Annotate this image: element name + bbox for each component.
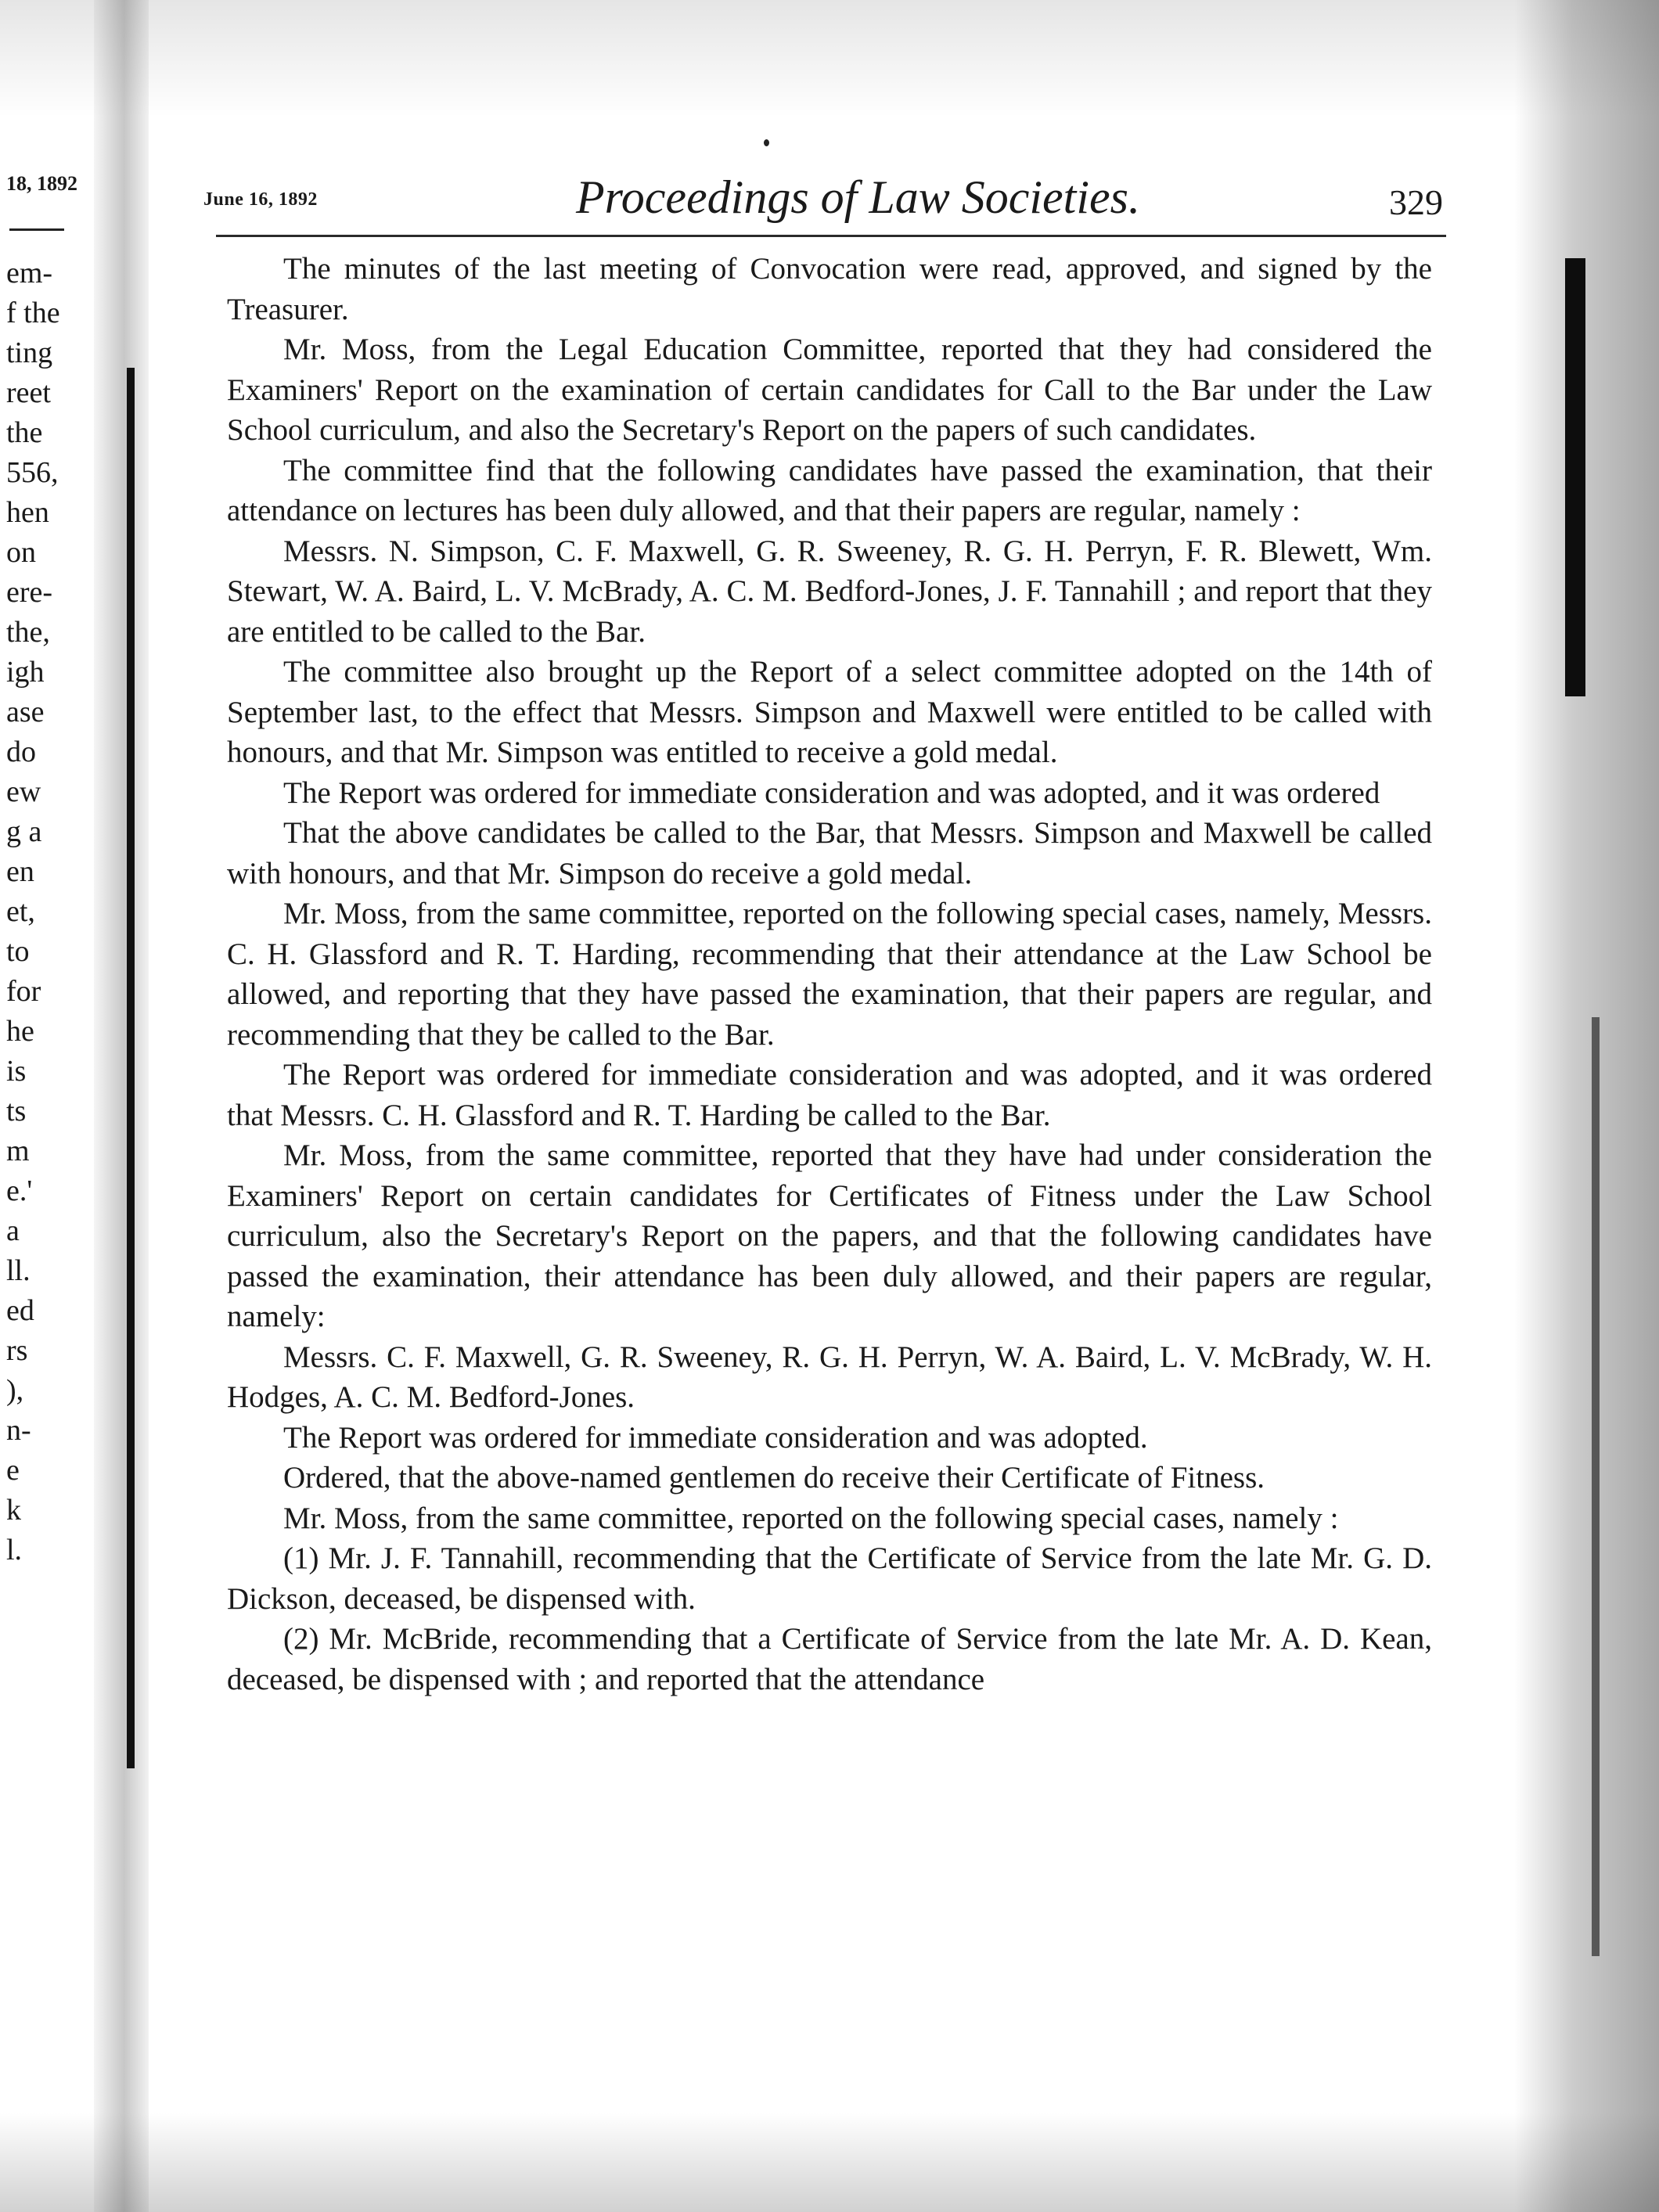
facing-page-line: on	[6, 536, 36, 569]
facing-page-line: a	[6, 1214, 20, 1247]
facing-page-line: ed	[6, 1294, 34, 1327]
paragraph: The committee find that the following candidates have passed the examination, that their attendance on lectures has been duly allowed, and that their papers are regular, namely :	[227, 453, 1432, 527]
running-header	[203, 171, 1448, 225]
facing-page-line: e	[6, 1454, 20, 1487]
facing-page-line: ere-	[6, 576, 53, 609]
header-rule	[216, 235, 1446, 237]
page-number: 329	[1389, 182, 1443, 222]
paragraph: Mr. Moss, from the same committee, reported on the following special cases, namely, Messrs. C. H. Glassford and R. T. Harding, recommending that their attendance at the Law School be allowed, and reporting that they have passed the examination, that their papers are regular, and recommending that they be called to the Bar.	[227, 897, 1432, 1052]
facing-page-line: em-	[6, 257, 53, 290]
paragraph: Messrs. C. F. Maxwell, G. R. Sweeney, R. G. H. Perryn, W. A. Baird, L. V. McBrady, W. H. Hodges, A. C. M. Bedford-Jones.	[227, 1340, 1432, 1414]
paragraph: Ordered, that the above-named gentlemen do receive their Certificate of Fitness.	[283, 1461, 1265, 1494]
paragraph: Mr. Moss, from the same committee, reported on the following special cases, namely :	[283, 1501, 1339, 1535]
binding-gutter	[94, 0, 149, 2212]
facing-page-line: he	[6, 1015, 34, 1048]
page-edge-dark-strip	[1565, 258, 1585, 696]
facing-page-line: m	[6, 1135, 30, 1167]
facing-page-line: to	[6, 935, 30, 968]
paragraph: The Report was ordered for immediate consideration and was adopted.	[283, 1420, 1148, 1455]
body-text	[227, 249, 1432, 1699]
paragraph: Messrs. N. Simpson, C. F. Maxwell, G. R. Sweeney, R. G. H. Perryn, F. R. Blewett, Wm. Stewart, W. A. Baird, L. V. McBrady, A. C. M. Bedford-Jones, J. F. Tannahill ; and report that they are entitled to be called to the Bar.	[227, 534, 1432, 649]
paragraph: That the above candidates be called to the Bar, that Messrs. Simpson and Maxwell be called with honours, and that Mr. Simpson do receive a gold medal.	[227, 816, 1432, 890]
paragraph: Mr. Moss, from the Legal Education Committee, reported that they had considered the Examiners' Report on the examination of certain candidates for Call to the Bar under the Law School curriculum, and also the Secretary's Report on the papers of such candidates.	[227, 333, 1432, 447]
facing-page-line: rs	[6, 1334, 28, 1367]
page-edge-dark-line	[1592, 1017, 1600, 1956]
facing-page-line: ting	[6, 336, 53, 369]
facing-page-line: hen	[6, 496, 49, 529]
header-ornament-dot	[764, 139, 769, 146]
facing-page-line: ts	[6, 1095, 27, 1128]
page-edge-shadow	[1514, 0, 1659, 2212]
paragraph: Mr. Moss, from the same committee, reported that they have had under consideration the Examiners' Report on certain candidates for Certificates of Fitness under the Law School curriculum, also the Secretary's Report on the papers, and that the following candidates have passed the examination, their attendance has been duly allowed, and their papers are regular, namely:	[227, 1138, 1432, 1333]
paragraph: The minutes of the last meeting of Convocation were read, approved, and signed by the Treasurer.	[227, 252, 1432, 326]
facing-page-line: 556,	[6, 456, 59, 489]
facing-page-line: ase	[6, 696, 45, 728]
facing-page-line: the,	[6, 616, 50, 649]
scan-shadow-bottom	[0, 2113, 1659, 2212]
facing-page-date: 18, 1892	[6, 172, 77, 195]
paragraph: The Report was ordered for immediate consideration and was adopted, and it was ordered	[283, 775, 1380, 810]
header-title: Proceedings of Law Societies.	[576, 171, 1140, 223]
facing-page-line: ),	[6, 1374, 24, 1407]
facing-page-line: en	[6, 855, 34, 888]
facing-page-rule	[9, 228, 64, 231]
facing-page-line: reet	[6, 376, 51, 409]
facing-page-line: is	[6, 1055, 27, 1088]
facing-page-line: l.	[6, 1534, 23, 1566]
paragraph: (1) Mr. J. F. Tannahill, recommending that the Certificate of Service from the late Mr. G. D. Dickson, deceased, be dispensed with.	[227, 1541, 1432, 1616]
binding-shadow-line	[127, 368, 135, 1768]
facing-page-line: for	[6, 975, 41, 1008]
paragraph: The Report was ordered for immediate consideration and was adopted, and it was ordered that Messrs. C. H. Glassford and R. T. Harding be called to the Bar.	[227, 1058, 1432, 1132]
facing-page-line: et,	[6, 895, 35, 928]
facing-page-line: g a	[6, 815, 42, 848]
facing-page-line: igh	[6, 656, 45, 689]
facing-page-line: ll.	[6, 1254, 31, 1287]
paragraph: The committee also brought up the Report of a select committee adopted on the 14th of September last, to the effect that Messrs. Simpson and Maxwell were entitled to be called with honours, and that Mr. Simpson was entitled to receive a gold medal.	[227, 655, 1432, 769]
paragraph: (2) Mr. McBride, recommending that a Certificate of Service from the late Mr. A. D. Kean, deceased, be dispensed with ; and reported that the attendance	[227, 1622, 1432, 1696]
facing-page-line: f the	[6, 297, 60, 329]
facing-page-line: ew	[6, 775, 41, 808]
facing-page-line: do	[6, 736, 36, 768]
facing-page-line: n-	[6, 1414, 31, 1447]
scan-shadow-top	[0, 0, 1659, 117]
facing-page-line: the	[6, 416, 43, 449]
header-date: June 16, 1892	[203, 189, 318, 210]
facing-page-line: k	[6, 1494, 21, 1527]
facing-page-line: e.'	[6, 1174, 33, 1207]
